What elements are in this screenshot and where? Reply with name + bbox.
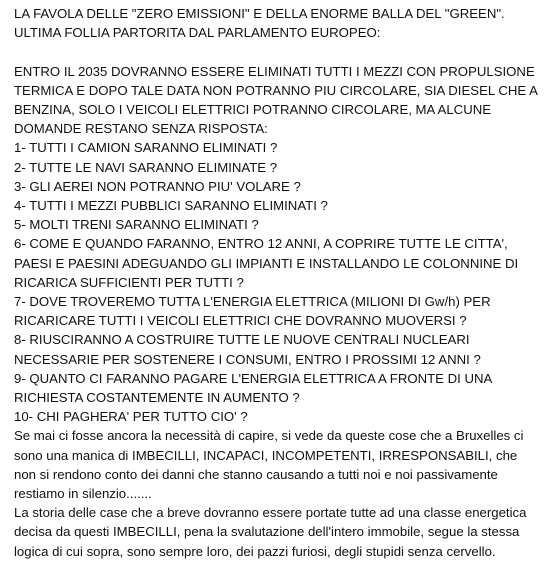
- question-4: 4- TUTTI I MEZZI PUBBLICI SARANNO ELIMINATI ?: [14, 198, 328, 214]
- question-3: 3- GLI AEREI NON POTRANNO PIU' VOLARE ?: [14, 178, 301, 194]
- post-title-line-2: ULTIMA FOLLIA PARTORITA DAL PARLAMENTO EUROPEO:: [14, 25, 381, 41]
- question-8: 8- RIUSCIRANNO A COSTRUIRE TUTTE LE NUOVE CENTRALI NUCLEARI NECESSARIE PER SOSTENERE I CONSUMI, ENTRO I PROSSIMI 12 ANNI ?: [14, 332, 481, 367]
- question-7: 7- DOVE TROVEREMO TUTTA L'ENERGIA ELETTRICA (MILIONI DI Gw/h) PER RICARICARE TUTTI I VEICOLI ELETTRICI CHE DOVRANNO MUOVERSI ?: [14, 294, 491, 329]
- closing-paragraph-1: Se mai ci fosse ancora la necessità di capire, si vede da queste cose che a Bruxelles ci sono una manica di IMBECILLI, INCAPACI, INCOMPETENTI, IRRESPONSABILI, che non si rendono conto dei danni che stanno causando a tutti noi e noi passivamente restiamo in silenzio.......: [14, 428, 524, 502]
- blank-line: [14, 42, 539, 61]
- closing-paragraph-2: La storia delle case che a breve dovranno essere portate tutte ad una classe energetica decisa da questi IMBECILLI, pena la svalutazione dell'intero immobile, segue la stessa logica di cui sopra, sono sempre loro, dei pazzi furiosi, degli stupidi senza cervello.: [14, 505, 527, 559]
- question-5: 5- MOLTI TRENI SARANNO ELIMINATI ?: [14, 217, 259, 233]
- post-intro: ENTRO IL 2035 DOVRANNO ESSERE ELIMINATI TUTTI I MEZZI CON PROPULSIONE TERMICA E DOPO TALE DATA NON POTRANNO PIU CIRCOLARE, SIA DIESEL CHE A BENZINA, SOLO I VEICOLI ELETTRICI POTRANNO CIRCOLARE, MA ALCUNE DOMANDE RESTANO SENZA RISPOSTA:: [14, 63, 538, 137]
- post-title-line-1: LA FAVOLA DELLE "ZERO EMISSIONI" E DELLA ENORME BALLA DEL "GREEN".: [14, 6, 505, 21]
- question-9: 9- QUANTO CI FARANNO PAGARE L'ENERGIA ELETTRICA A FRONTE DI UNA RICHIESTA COSTANTEMENTE IN AUMENTO ?: [14, 370, 492, 406]
- question-10: 10- CHI PAGHERA' PER TUTTO CIO' ?: [14, 409, 248, 425]
- question-6: 6- COME E QUANDO FARANNO, ENTRO 12 ANNI, A COPRIRE TUTTE LE CITTA', PAESI E PAESINI ADEGUANDO GLI IMPIANTI E INSTALLANDO LE COLONNINE DI RICARICA SUFFICIENTI PER TUTTI ?: [14, 236, 519, 290]
- question-1: 1- TUTTI I CAMION SARANNO ELIMINATI ?: [14, 140, 278, 156]
- question-2: 2- TUTTE LE NAVI SARANNO ELIMINATE ?: [14, 159, 278, 175]
